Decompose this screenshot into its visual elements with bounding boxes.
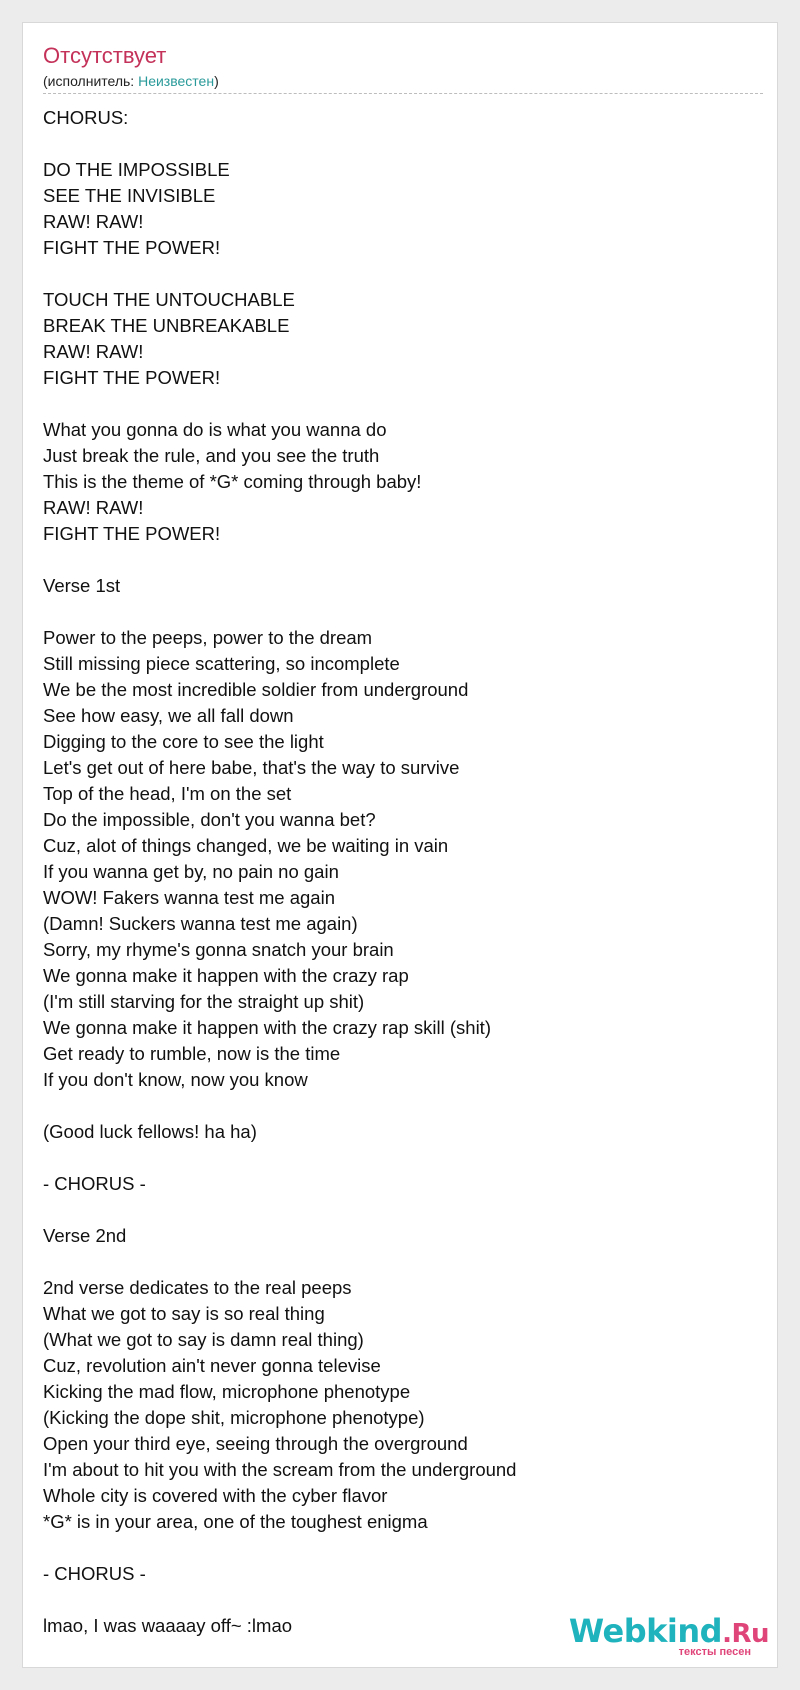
lyric-line: Sorry, my rhyme's gonna snatch your brain bbox=[43, 939, 394, 960]
lyric-blank-line bbox=[43, 1535, 516, 1561]
site-logo[interactable] bbox=[568, 1612, 769, 1659]
lyric-line: SEE THE INVISIBLE bbox=[43, 185, 216, 206]
lyric-blank-line bbox=[43, 1249, 516, 1275]
lyric-line: Still missing piece scattering, so incomplete bbox=[43, 653, 400, 674]
lyric-line: Do the impossible, don't you wanna bet? bbox=[43, 809, 376, 830]
lyric-line: FIGHT THE POWER! bbox=[43, 523, 221, 544]
lyric-line: lmao, I was waaaay off~ :lmao bbox=[43, 1615, 293, 1636]
lyric-blank-line bbox=[43, 1587, 516, 1613]
lyric-line: What we got to say is so real thing bbox=[43, 1303, 325, 1324]
lyric-line: (What we got to say is damn real thing) bbox=[43, 1329, 364, 1350]
logo-tld: .Ru bbox=[722, 1619, 769, 1649]
lyric-line: If you don't know, now you know bbox=[43, 1069, 308, 1090]
logo-subtitle: тексты песен bbox=[678, 1646, 751, 1658]
lyric-line: RAW! RAW! bbox=[43, 341, 144, 362]
lyric-blank-line bbox=[43, 547, 516, 573]
lyric-line: BREAK THE UNBREAKABLE bbox=[43, 315, 290, 336]
lyric-blank-line bbox=[43, 1093, 516, 1119]
lyric-line: - CHORUS - bbox=[43, 1173, 146, 1194]
lyric-line: If you wanna get by, no pain no gain bbox=[43, 861, 339, 882]
title-divider bbox=[43, 93, 763, 94]
lyric-line: Verse 2nd bbox=[43, 1225, 127, 1246]
lyric-blank-line bbox=[43, 1145, 516, 1171]
lyric-line: See how easy, we all fall down bbox=[43, 705, 294, 726]
lyric-line: We be the most incredible soldier from underground bbox=[43, 679, 469, 700]
lyric-line: FIGHT THE POWER! bbox=[43, 367, 221, 388]
lyric-line: Power to the peeps, power to the dream bbox=[43, 627, 373, 648]
lyric-line: FIGHT THE POWER! bbox=[43, 237, 221, 258]
lyric-blank-line bbox=[43, 599, 516, 625]
lyric-line: Verse 1st bbox=[43, 575, 121, 596]
lyric-line: TOUCH THE UNTOUCHABLE bbox=[43, 289, 295, 310]
artist-link[interactable]: Неизвестен bbox=[138, 73, 215, 89]
lyric-blank-line bbox=[43, 1197, 516, 1223]
lyric-line: Just break the rule, and you see the truth bbox=[43, 445, 380, 466]
lyric-line: We gonna make it happen with the crazy rap bbox=[43, 965, 409, 986]
lyric-line: We gonna make it happen with the crazy rap skill (shit) bbox=[43, 1017, 491, 1038]
lyric-line: Cuz, revolution ain't never gonna televise bbox=[43, 1355, 381, 1376]
lyric-line: (Kicking the dope shit, microphone phenotype) bbox=[43, 1407, 425, 1428]
lyric-line: What you gonna do is what you wanna do bbox=[43, 419, 387, 440]
lyric-line: I'm about to hit you with the scream from the underground bbox=[43, 1459, 517, 1480]
lyric-line: RAW! RAW! bbox=[43, 211, 144, 232]
lyric-line: Open your third eye, seeing through the overground bbox=[43, 1433, 468, 1454]
lyric-line: - CHORUS - bbox=[43, 1563, 146, 1584]
song-title: Отсутствует bbox=[43, 43, 167, 68]
lyric-line: Kicking the mad flow, microphone phenotype bbox=[43, 1381, 411, 1402]
artist-suffix: ) bbox=[214, 73, 219, 89]
lyric-line: Cuz, alot of things changed, we be waiting in vain bbox=[43, 835, 449, 856]
lyric-line: (Good luck fellows! ha ha) bbox=[43, 1121, 257, 1142]
lyric-line: Let's get out of here babe, that's the way to survive bbox=[43, 757, 460, 778]
lyric-line: *G* is in your area, one of the toughest enigma bbox=[43, 1511, 428, 1532]
lyrics-card bbox=[22, 22, 778, 1668]
lyric-line: WOW! Fakers wanna test me again bbox=[43, 887, 335, 908]
logo-word: Webkind bbox=[568, 1612, 723, 1650]
lyric-line: 2nd verse dedicates to the real peeps bbox=[43, 1277, 352, 1298]
artist-line bbox=[43, 73, 219, 89]
lyric-line: (I'm still starving for the straight up shit) bbox=[43, 991, 365, 1012]
lyric-line: DO THE IMPOSSIBLE bbox=[43, 159, 230, 180]
lyric-blank-line bbox=[43, 261, 516, 287]
lyric-line: RAW! RAW! bbox=[43, 497, 144, 518]
lyric-line: CHORUS: bbox=[43, 107, 129, 128]
lyric-line: Digging to the core to see the light bbox=[43, 731, 324, 752]
lyrics-text bbox=[43, 105, 516, 1639]
lyric-line: Top of the head, I'm on the set bbox=[43, 783, 292, 804]
lyric-line: Get ready to rumble, now is the time bbox=[43, 1043, 341, 1064]
lyric-blank-line bbox=[43, 131, 516, 157]
artist-prefix: (исполнитель: bbox=[43, 73, 139, 89]
lyric-line: Whole city is covered with the cyber flavor bbox=[43, 1485, 388, 1506]
lyric-blank-line bbox=[43, 391, 516, 417]
lyric-line: (Damn! Suckers wanna test me again) bbox=[43, 913, 358, 934]
lyric-line: This is the theme of *G* coming through baby! bbox=[43, 471, 422, 492]
